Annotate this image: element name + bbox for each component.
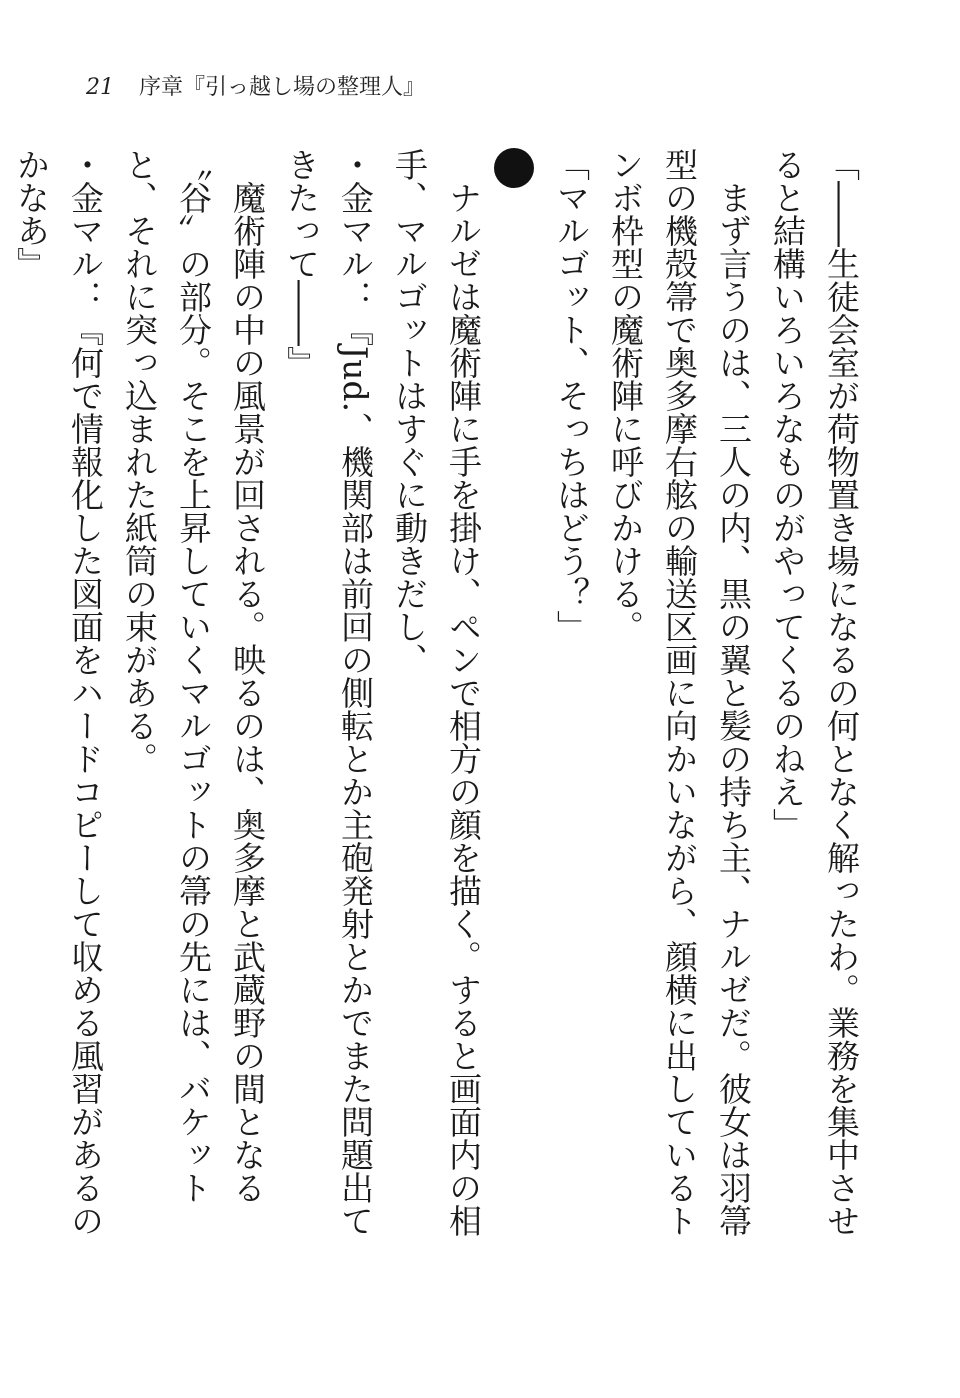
paragraph-6: 魔術陣の中の風景が回される。映るのは、奥多摩と武蔵野の間となる〝谷〟の部分。そこを上昇していくマルゴットの箒の先には、バケットと、それに突っ込まれた紙筒の束がある。: [120, 148, 267, 1204]
paragraph-5: ・金マル：『Jud.、機関部は前回の側転とか主砲発射とかでまた問題出てきたって――』: [282, 148, 375, 1238]
section-break-dot-icon: [501, 148, 534, 181]
paragraph-3: 「マルゴット、そっちはどう？」: [552, 148, 591, 643]
vertical-body-text: [12, 148, 868, 1248]
page-number: 21: [86, 75, 114, 100]
running-header: [86, 70, 425, 101]
section-break: [490, 148, 544, 1248]
paragraph-8: [0, 148, 4, 1248]
chapter-title: 序章『引っ越し場の整理人』: [139, 75, 426, 100]
paragraph-7: ・金マル：『何で情報化した図面をハードコピーして収める風習があるのかなあ』: [12, 148, 105, 1237]
paragraph-4: ナルゼは魔術陣に手を掛け、ペンで相方の顔を描く。すると画面内の相手、マルゴットはすぐに動きだし、: [390, 148, 483, 1237]
paragraph-2: まず言うのは、三人の内、黒の翼と髪の持ち主、ナルゼだ。彼女は羽箒型の機殻箒で奥多摩右舷の輸送区画に向かいながら、顔横に出しているトンボ枠型の魔術陣に呼びかける。: [606, 148, 753, 1237]
paragraph-1: 「――生徒会室が荷物置き場になるの何となく解ったわ。業務を集中させると結構いろいろなものがやってくるのねえ」: [768, 148, 861, 1237]
